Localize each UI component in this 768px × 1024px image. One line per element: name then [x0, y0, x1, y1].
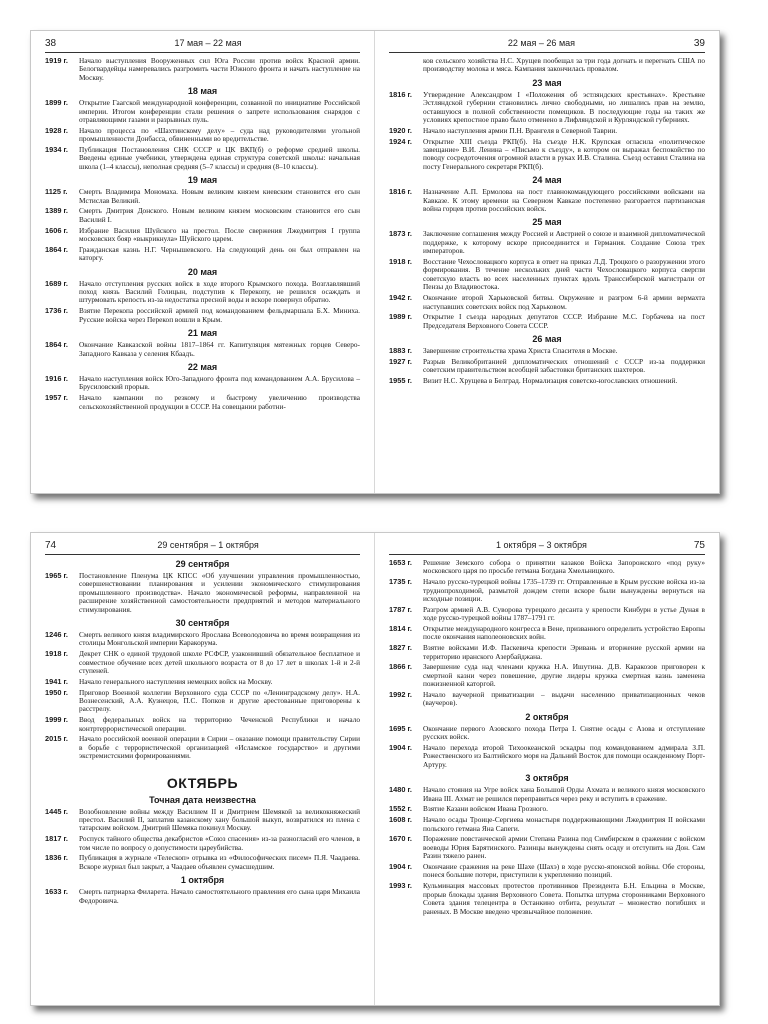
entry-text: Окончание Кавказской войны 1817–1864 гг. Капитуляция мятежных горцев Северо-Западного Кавказа у селения Кбаадъ.: [79, 340, 360, 358]
entry-text: Взятие Перекопа российской армией под командованием фельдмаршала Б.Х. Миниха. Русские войска через Перекоп вошли в Крым.: [79, 306, 360, 324]
page-header: [389, 38, 705, 53]
chronicle-entry: [389, 625, 705, 642]
entry-text: Утверждение Александром I «Положения об эстляндских крестьянах». Крестьяне Эстляндской губернии становились лично свободными, но лишались прав на землю, оставшуюся в полной собственности помещиков. В последующие годы на таких же условиях крепостное право было отменено в Лифляндской и Курляндской губерниях.: [423, 89, 705, 125]
entry-text: Открытие I съезда народных депутатов СССР. Избрание М.С. Горбачева на пост Председателя Верховного Совета СССР.: [423, 312, 705, 330]
running-head: 22 мая – 26 мая: [507, 38, 576, 48]
running-head: 1 октября – 3 октября: [495, 540, 587, 550]
page-39: [375, 31, 719, 493]
entry-text: Начало российской военной операции в Сирии – оказание помощи правительству Сирии в борьбе с террористической организацией «Исламское государство» и другими экстремистскими формированиями.: [79, 734, 360, 761]
entry-text: Взятие войсками И.Ф. Паскевича крепости Эривань и вторжение русской армии на территорию иранского Азербайджана.: [423, 643, 705, 661]
entry-text: Начало наступления армии П.Н. Врангеля в Северной Таврии.: [423, 125, 618, 135]
entry-text: Разрыв Великобританией дипломатических отношений с СССР из-за поддержки советским правительством всеобщей забастовки британских шахтеров.: [423, 356, 705, 375]
book-spread-october: [30, 532, 720, 1006]
chronicle-entry: [389, 663, 705, 688]
continued-text: ков сельского хозяйства Н.С. Хрущев пообещал за три года догнать и перегнать США по производству молока и мяса. Кампания закончилась провалом.: [423, 56, 705, 74]
page-body: [45, 57, 360, 411]
entry-text: Начало выступления Вооруженных сил Юга России против войск Красной армии. Белогвардейцы намеревались разгромить части Южного фронта и начать наступление на Москву.: [79, 56, 360, 82]
chronicle-entry: [45, 650, 360, 675]
entry-year: 1957 г.: [45, 393, 68, 403]
entry-text: Визит Н.С. Хрущева в Белград. Нормализация советско-югославских отношений.: [423, 376, 678, 386]
chronicle-entry: [389, 127, 705, 135]
running-head: 29 сентября – 1 октября: [157, 540, 259, 550]
chronicle-entry: [389, 606, 705, 623]
page-body: [45, 559, 360, 905]
chronicle-entry: [389, 358, 705, 375]
chronicle-entry: [45, 394, 360, 411]
entry-year: 1904 г.: [389, 862, 412, 872]
entry-year: 1246 г.: [45, 630, 68, 640]
chronicle-entry: [389, 744, 705, 769]
entry-text: Начало стояния на Угре войск хана Большой Орды Ахмата и великого князя московского Ивана III. Ахмат не решился переправиться через реку и вступить в сражение.: [423, 785, 705, 803]
entry-year: 1904 г.: [389, 743, 412, 753]
date-heading: 22 мая: [187, 361, 218, 372]
chronicle-entry: [389, 91, 705, 125]
entry-year: 1816 г.: [389, 89, 412, 99]
chronicle-entry: [389, 578, 705, 603]
date-heading: 23 мая: [532, 77, 562, 88]
entry-text: Открытие Гаагской международной конференции, созванной по инициативе Российской империи. Итогом конференции стали решения о запрете использования снарядов с отравляющими газами и разрывных пуль.: [79, 98, 360, 125]
entry-year: 1787 г.: [389, 604, 412, 614]
entry-year: 1864 г.: [45, 340, 68, 350]
chronicle-entry: [45, 307, 360, 324]
entry-text: Публикация в журнале «Телескоп» отрывка из «Философических писем» П.Я. Чаадаева. Вскоре журнал был закрыт, а Чаадаев объявлен сумасшедшим.: [79, 853, 360, 871]
entry-year: 1653 г.: [389, 558, 412, 567]
chronicle-entry: [45, 188, 360, 205]
entry-text: Приговор Военной коллегии Верховного суда СССР по «Ленинградскому делу». Н.А. Вознесенский, А.А. Кузнецов, П.С. Попков и другие арестованные приговорены к расстрелу.: [79, 687, 360, 714]
entry-text: Начало генерального наступления немецких войск на Москву.: [79, 676, 273, 686]
entry-year: 1670 г.: [389, 834, 412, 844]
entry-text: Возобновление войны между Василием II и Дмитрием Шемякой за великокняжеский престол. Василий II, заплатив казанскому хану большой выкуп, возвратился из плена с татарским войском. Дмитрий Шемяка покинул Москву.: [79, 806, 360, 833]
chronicle-entry: [389, 816, 705, 833]
entry-text: Завершение суда над членами кружка Н.А. Ишутина. Д.В. Каракозов приговорен к смертной казни через повешение, другие лидеры кружка смертная казнь заменена пожизненной каторгой.: [423, 662, 705, 689]
entry-text: Начало ваучерной приватизации – выдачи населению приватизационных чеков (ваучеров).: [423, 690, 705, 708]
entry-text: Взятие Казани войском Ивана Грозного.: [423, 804, 548, 814]
entry-year: 1883 г.: [389, 346, 412, 356]
entry-text: Ввод федеральных войск на территорию Чеченской Республики и начало контртеррористической операции.: [79, 715, 360, 733]
chronicle-entry: [389, 882, 705, 916]
date-heading: 20 мая: [187, 266, 218, 277]
chronicle-entry: [45, 57, 360, 82]
entry-year: 1445 г.: [45, 806, 68, 816]
entry-year: 1920 г.: [389, 125, 412, 135]
page-body: [389, 57, 705, 386]
page-75: [375, 533, 719, 1005]
chronicle-entry: [389, 377, 705, 385]
entry-text: Кульминация массовых протестов противников Президента Б.Н. Ельцина в Москве, прорыв блокады здания Верховного Совета. Попытка штурма сторонниками Верховного Совета здания телецентра в Останкино отбита, результат – множество погибших и раненых. В Москве введено чрезвычайное положение.: [423, 881, 705, 916]
chronicle-entry: [389, 188, 705, 213]
chronicle-entry: [45, 808, 360, 833]
chronicle-entry: [389, 258, 705, 292]
entry-year: 1999 г.: [45, 715, 68, 725]
chronicle-entry: [45, 835, 360, 852]
entry-text: Смерть патриарха Филарета. Начало самостоятельного правления его сына царя Михаила Федоровича.: [79, 887, 360, 905]
date-heading: 1 октября: [180, 875, 225, 886]
chronicle-entry: [45, 99, 360, 124]
page-header: [45, 38, 360, 53]
date-heading: 26 мая: [532, 334, 562, 345]
entry-text: Восстание Чехословацкого корпуса в ответ на приказ Л.Д. Троцкого о разоружении этого формирования. В течение нескольких дней части Чехословацкого корпуса свергли советскую власть во всех населенных пунктах вдоль Транссибирской магистрали от Пензы до Владивостока.: [423, 257, 705, 292]
entry-year: 1814 г.: [389, 624, 412, 634]
chronicle-entry: [45, 854, 360, 871]
entry-year: 1480 г.: [389, 785, 412, 795]
entry-year: 1552 г.: [389, 804, 412, 814]
entry-year: 1928 г.: [45, 125, 68, 135]
entry-year: 1989 г.: [389, 312, 412, 322]
date-heading: 24 мая: [532, 175, 562, 186]
entry-text: Разгром армией А.В. Суворова турецкого десанта у крепости Кинбурн в устье Дуная в ходе русско-турецкой войны 1787–1791 гг.: [423, 604, 705, 623]
date-heading: 30 сентября: [175, 618, 230, 629]
entry-text: Роспуск тайного общества декабристов «Союз спасения» из-за разногласий его членов, в том числе по вопросу о допустимости цареубийства.: [79, 834, 360, 852]
entry-year: 1955 г.: [389, 376, 412, 386]
chronicle-entry: [389, 725, 705, 742]
entry-year: 1817 г.: [45, 834, 68, 844]
page-74: [31, 533, 375, 1005]
date-heading: 3 октября: [525, 773, 569, 784]
entry-text: Декрет СНК о единой трудовой школе РСФСР, узаконивший обязательное бесплатное и совместное обучение всех детей школьного возраста от 8 до 17 лет в школах 1-й и 2-й ступеней.: [79, 649, 360, 676]
date-heading: 21 мая: [187, 328, 218, 339]
chronicle-entry: [389, 294, 705, 311]
entry-text: Назначение А.П. Ермолова на пост главнокомандующего российскими войсками на Кавказе. К этому времени на Северном Кавказе постепенно разгорается партизанская война горцев против российских войск.: [423, 187, 705, 214]
entry-text: Начало кампании по резкому и быстрому увеличению производства сельскохозяйственной продукции в СССР. На совещании работни-: [79, 393, 360, 411]
entry-year: 1942 г.: [389, 293, 412, 303]
page-header: [389, 540, 705, 555]
entry-year: 1827 г.: [389, 643, 412, 653]
chronicle-entry: [45, 735, 360, 760]
chronicle-entry: [45, 375, 360, 392]
book-spread-may: [30, 30, 720, 494]
entry-text: Завершение строительства храма Христа Спасителя в Москве.: [423, 346, 618, 356]
entry-year: 1389 г.: [45, 206, 68, 216]
chronicle-entry: [389, 644, 705, 661]
chronicle-entry: [45, 572, 360, 614]
entry-text: Заключение соглашения между Россией и Австрией о союзе и взаимной дипломатической поддержке, к которому вскоре присоединится и Германия. Создание Союза трех императоров.: [423, 229, 705, 256]
entry-text: Смерть Владимира Мономаха. Новым великим князем киевским становится его сын Мстислав Великий.: [79, 187, 360, 205]
date-heading: 25 мая: [532, 217, 562, 228]
entry-text: Поражение повстанческой армии Степана Разина под Симбирском в сражении с войском воеводы Юрия Барятинского. Разинцы вынуждены снять осаду и отступить на Дон. Сам Разин тяжело ранен.: [423, 834, 705, 861]
chronicle-entry: [45, 246, 360, 263]
date-heading: 2 октября: [525, 711, 569, 722]
entry-text: Начало наступления войск Юго-Западного фронта под командованием А.А. Брусилова – Брусиловский прорыв.: [79, 373, 360, 392]
chronicle-entry: [45, 207, 360, 224]
entry-year: 1965 г.: [45, 571, 68, 580]
page-header: [45, 540, 360, 555]
entry-year: 1873 г.: [389, 229, 412, 239]
entry-text: Начало перехода второй Тихоокеанской эскадры под командованием адмирала З.П. Рожественского из Балтийского моря на Дальний Восток для помощи осажденному Порт-Артуру.: [423, 743, 705, 769]
entry-year: 1735 г.: [389, 577, 412, 587]
entry-text: Начало русско-турецкой войны 1735–1739 гг. Отправленные в Крым русские войска из-за труднопроходимой, размытой дождем степи вскоре были вынуждены вернуться на исходные позиции.: [423, 577, 705, 604]
entry-text: Решение Земского собора о принятии казаков Войска Запорожского «под руку» московского царя по просьбе гетмана Богдана Хмельницкого.: [423, 558, 705, 576]
chronicle-entry: [389, 230, 705, 255]
entry-year: 1992 г.: [389, 690, 412, 700]
chronicle-entry: [45, 280, 360, 305]
chronicle-entry: [389, 863, 705, 880]
entry-year: 1924 г.: [389, 136, 412, 146]
entry-text: Окончание второй Харьковской битвы. Окружение и разгром 6-й армии вермахта наступавших советских войск под Харьковом.: [423, 293, 705, 311]
date-heading: 19 мая: [187, 175, 218, 186]
entry-year: 1866 г.: [389, 662, 412, 672]
entry-year: 1919 г.: [45, 56, 68, 65]
entry-year: 1993 г.: [389, 881, 412, 891]
entry-year: 1606 г.: [45, 225, 68, 235]
chronicle-entry: [389, 313, 705, 330]
entry-year: 1927 г.: [389, 356, 412, 366]
entry-text: Открытие международного конгресса в Вене, призванного определить устройство Европы после окончания наполеоновских войн.: [423, 624, 705, 642]
date-heading: 29 сентября: [175, 559, 230, 569]
entry-text: Начало процесса по «Шахтинскому делу» – суда над руководителями угольной промышленности Донбасса, обвиненными во вредительстве.: [79, 125, 360, 144]
entry-text: Окончание сражения на реке Шахе (Шахэ) в ходе русско-японской войны. Обе стороны, понеся большие потери, приступили к укреплению позиций.: [423, 862, 705, 880]
page-body: [389, 559, 705, 916]
chronicle-entry: [45, 716, 360, 733]
entry-year: 1736 г.: [45, 306, 68, 316]
entry-text: Гражданская казнь Н.Г. Чернышевского. На следующий день он был отправлен на каторгу.: [79, 244, 360, 263]
entry-year: 1695 г.: [389, 723, 412, 733]
entry-year: 2015 г.: [45, 734, 68, 744]
chronicle-entry: [389, 835, 705, 860]
date-heading: 18 мая: [187, 86, 218, 97]
entry-year: 1941 г.: [45, 676, 68, 686]
entry-year: 1864 г.: [45, 244, 68, 254]
chronicle-entry: [45, 631, 360, 648]
entry-year: 1916 г.: [45, 373, 68, 383]
entry-text: Начало осады Троице-Сергиева монастыря поддерживающими Лжедмитрия II войсками польского гетмана Яна Сапеги.: [423, 815, 705, 833]
chronicle-entry: [45, 146, 360, 171]
entry-text: Избрание Василия Шуйского на престол. После свержения Лжедмитрия I группа московских бояр «выкрикнула» Шуйского царем.: [79, 225, 360, 244]
entry-year: 1125 г.: [45, 187, 68, 197]
entry-text: Публикация Постановления СНК СССР и ЦК ВКП(б) о реформе средней школы. Введены единые учебники, утверждена единая структура советской школы: начальная школа (1–4 классы), неполная средняя (5–7 классы) и средняя (8–10 классы).: [79, 145, 360, 171]
chronicle-entry: [389, 805, 705, 813]
entry-year: 1689 г.: [45, 278, 68, 288]
entry-text: Открытие XIII съезда РКП(б). На съезде Н.К. Крупская огласила «политическое завещание» В.И. Ленина – «Письмо к съезду», в котором он выражал беспокойство по поводу сосредоточения огромной власти в руках И.В. Сталина. Съезд оставил Сталина на посту Генерального секретаря РКП(б).: [423, 136, 705, 171]
entry-text: Начало отступления русских войск в ходе второго Крымского похода. Возглавлявший поход князь Василий Голицын, подступив к Перекопу, не решился осаждать и штурмовать крепость из-за недостатка пресной воды и вскоре повернул обратно.: [79, 278, 360, 305]
chronicle-entry: [389, 347, 705, 355]
entry-text: Окончание первого Азовского похода Петра I. Снятие осады с Азова и отступление русских войск.: [423, 723, 705, 742]
chronicle-entry: [389, 786, 705, 803]
page-number: 38: [45, 38, 57, 49]
entry-year: 1950 г.: [45, 687, 68, 697]
page-number: 74: [45, 540, 57, 551]
chronicle-entry: [389, 691, 705, 708]
entry-year: 1836 г.: [45, 853, 68, 863]
entry-text: Смерть великого князя владимирского Ярослава Всеволодовича во время возвращения из столицы Монгольской империи Каракорума.: [79, 630, 360, 648]
entry-year: 1918 г.: [45, 649, 68, 659]
entry-year: 1608 г.: [389, 815, 412, 825]
page-number: 39: [693, 38, 705, 49]
chronicle-entry: [45, 127, 360, 144]
chronicle-entry: [45, 678, 360, 686]
entry-year: 1816 г.: [389, 187, 412, 197]
chronicle-entry: [45, 341, 360, 358]
chronicle-entry: [389, 138, 705, 172]
entry-text: Постановление Пленума ЦК КПСС «Об улучшении управления промышленностью, совершенствовании планирования и усилении экономического стимулирования промышленного производства». Начало экономической реформы, направленной на расширение хозяйственной самостоятельности предприятий и методов материального стимулирования.: [79, 571, 360, 614]
chronicle-entry: [45, 689, 360, 714]
chronicle-entry: [389, 559, 705, 576]
page-number: 75: [693, 540, 705, 551]
chronicle-entry: [45, 888, 360, 905]
entry-year: 1918 г.: [389, 257, 412, 267]
date-heading: Точная дата неизвестна: [149, 794, 256, 805]
entry-text: Смерть Дмитрия Донского. Новым великим князем московским становится его сын Василий I.: [79, 206, 360, 224]
entry-year: 1899 г.: [45, 98, 68, 108]
running-head: 17 мая – 22 мая: [174, 38, 242, 48]
page-38: [31, 31, 375, 493]
chronicle-entry: [45, 227, 360, 244]
entry-year: 1934 г.: [45, 145, 68, 155]
month-heading: ОКТЯБРЬ: [166, 774, 239, 791]
entry-year: 1633 г.: [45, 887, 68, 897]
